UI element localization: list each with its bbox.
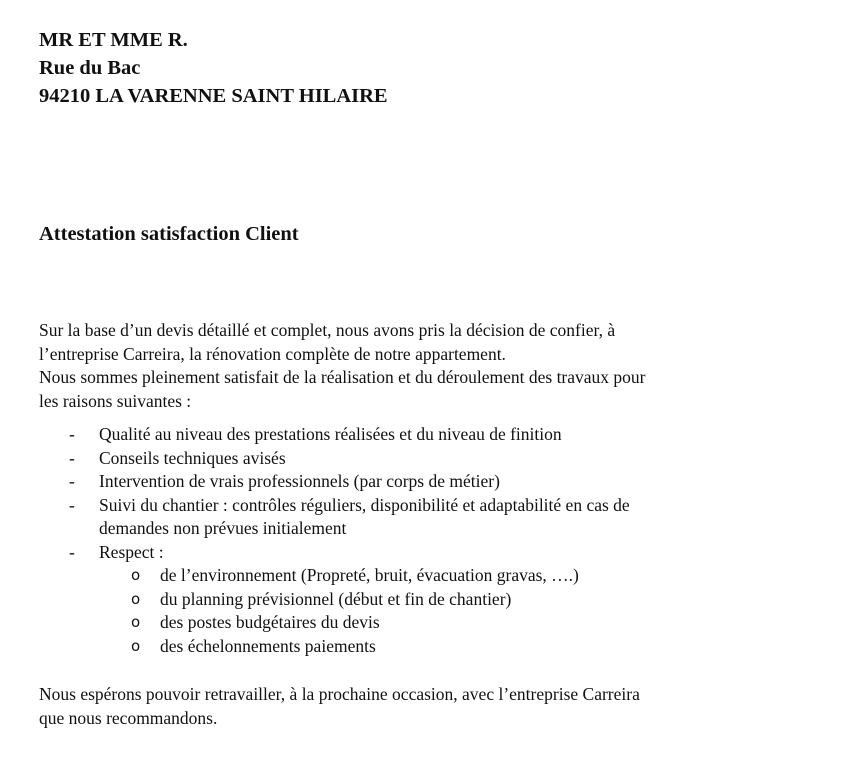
intro-line-4: les raisons suivantes : xyxy=(39,390,192,411)
reason-text: Suivi du chantier : contrôles réguliers, disponibilité et adaptabilité en cas de xyxy=(99,494,630,515)
dash-bullet: - xyxy=(69,494,75,515)
document-title: Attestation satisfaction Client xyxy=(39,223,299,245)
reason-text: Conseils techniques avisés xyxy=(99,447,286,468)
circle-bullet: o xyxy=(131,613,141,631)
respect-text: du planning prévisionnel (début et fin de chantier) xyxy=(160,588,512,609)
respect-sublist xyxy=(99,564,829,658)
intro-line-3: Nous sommes pleinement satisfait de la réalisation et du déroulement des travaux pour xyxy=(39,367,646,387)
respect-text: des postes budgétaires du devis xyxy=(160,612,380,632)
intro-paragraph xyxy=(39,319,829,413)
intro-line-2: l’entreprise Carreira, la rénovation complète de notre appartement. xyxy=(39,343,506,364)
reason-item-respect xyxy=(39,541,829,659)
respect-text: de l’environnement (Propreté, bruit, évacuation gravas, ….) xyxy=(160,565,579,585)
respect-text: des échelonnements paiements xyxy=(160,635,376,656)
circle-bullet: o xyxy=(131,566,141,584)
address-street: Rue du Bac xyxy=(39,57,141,79)
sender-address xyxy=(39,26,829,110)
respect-item-planning xyxy=(39,588,829,612)
reason-text: Respect : xyxy=(99,541,164,562)
reason-text-continued: demandes non prévues initialement xyxy=(99,518,347,538)
address-city: 94210 LA VARENNE SAINT HILAIRE xyxy=(39,85,388,107)
document-page xyxy=(39,26,829,728)
reason-item-quality xyxy=(39,423,829,447)
address-name: MR ET MME R. xyxy=(39,29,188,51)
dash-bullet: - xyxy=(69,541,75,562)
reason-item-followup xyxy=(39,494,829,541)
circle-bullet: o xyxy=(131,636,141,655)
letter-body xyxy=(39,319,829,730)
reasons-list xyxy=(39,423,829,658)
closing-line-1: Nous espérons pouvoir retravailler, à la prochaine occasion, avec l’entreprise Carreira xyxy=(39,684,640,704)
reason-text: Intervention de vrais professionnels (par corps de métier) xyxy=(99,471,500,491)
closing-line-2: que nous recommandons. xyxy=(39,707,218,728)
circle-bullet: o xyxy=(131,589,141,608)
dash-bullet: - xyxy=(69,424,75,444)
closing-paragraph xyxy=(39,683,829,730)
intro-line-1: Sur la base d’un devis détaillé et complet, nous avons pris la décision de confier, à xyxy=(39,320,616,340)
reason-item-advice xyxy=(39,447,829,471)
dash-bullet: - xyxy=(69,471,75,491)
respect-item-budget xyxy=(39,611,829,635)
respect-item-environment xyxy=(39,564,829,588)
dash-bullet: - xyxy=(69,447,75,468)
reason-text: Qualité au niveau des prestations réalisées et du niveau de finition xyxy=(99,424,562,444)
reason-item-professionals xyxy=(39,470,829,494)
respect-item-payments xyxy=(39,635,829,659)
